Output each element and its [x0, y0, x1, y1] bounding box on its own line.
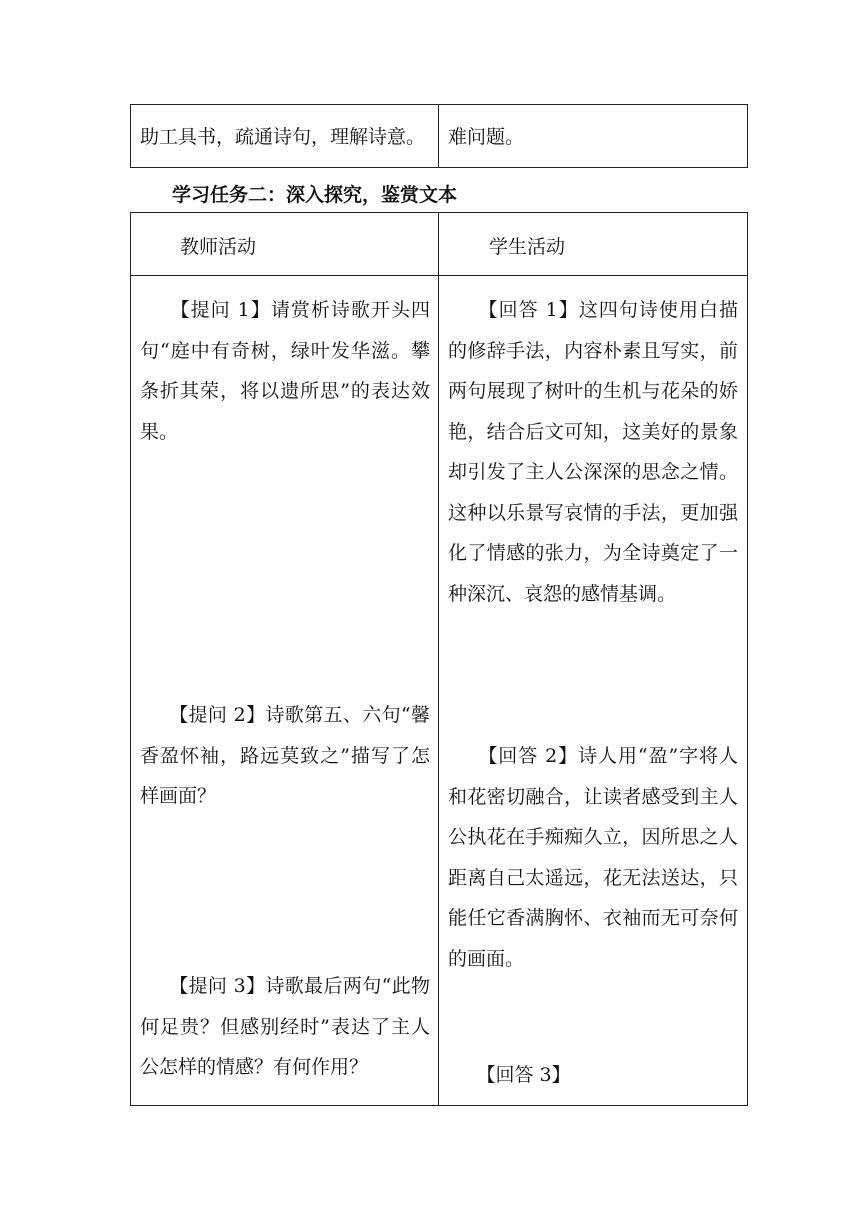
activity-table-header-divider — [130, 275, 748, 276]
student-answer-1: 【回答 1】这四句诗使用白描的修辞手法，内容朴素且写实，前两句展现了树叶的生机与花朵的娇艳，结合后文可知，这美好的景象却引发了主人公深深的思念之情。这种以乐景写哀情的手法，更加强化了情感的张力，为全诗奠定了一种深沉、哀怨的感情基调。 — [448, 299, 738, 605]
continuation-divider — [438, 104, 439, 168]
teacher-activity-header: 教师活动 — [180, 236, 257, 258]
student-activity-header: 学生活动 — [489, 236, 566, 258]
section-title: 学习任务二：深入探究，鉴赏文本 — [172, 184, 458, 206]
activity-table-column-divider — [438, 212, 439, 1106]
teacher-question-2: 【提问 2】诗歌第五、六句“馨香盈怀袖，路远莫致之”描写了怎样画面？ — [140, 704, 430, 807]
teacher-question-3: 【提问 3】诗歌最后两句“此物何足贵？但感别经时”表达了主人公怎样的情感？有何作用？ — [140, 975, 430, 1078]
student-answer-2: 【回答 2】诗人用“盈”字将人和花密切融合，让读者感受到主人公执花在手痴痴久立，因所思之人距离自己太遥远，花无法送达，只能任它香满胸怀、衣袖而无可奈何的画面。 — [448, 745, 738, 970]
teacher-question-1: 【提问 1】请赏析诗歌开头四句“庭中有奇树，绿叶发华滋。攀条折其荣，将以遗所思”的表达效果。 — [140, 299, 430, 443]
continuation-left-text: 助工具书，疏通诗句，理解诗意。 — [140, 126, 426, 148]
student-answer-3: 【回答 3】 — [448, 1064, 571, 1086]
continuation-right-text: 难问题。 — [448, 126, 525, 148]
